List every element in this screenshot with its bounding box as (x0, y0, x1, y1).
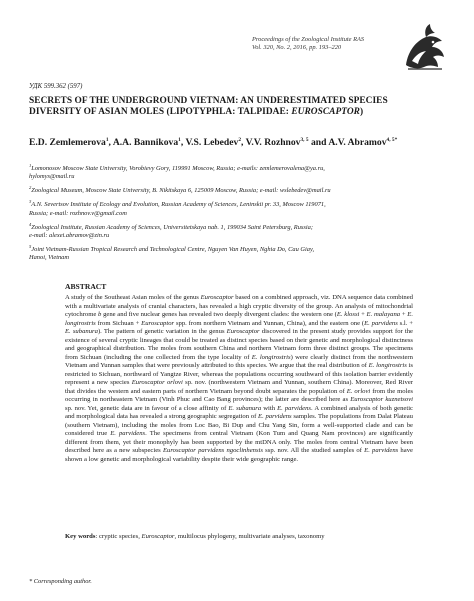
author-affiliation-mark: 4, 5* (386, 137, 398, 143)
abstract-taxon: E. parvidens (364, 447, 399, 454)
author-name: E.D. Zemlemerova (29, 137, 106, 148)
abstract-taxon: E. longirostris (368, 362, 407, 369)
author-name: V.S. Lebedev (185, 137, 239, 148)
affiliation-text: Zoological Museum, Moscow State University, B. Nikitskaya 6, 125009 Moscow, Russia; e-mail: wslebedev@mail.ru (31, 187, 331, 195)
abstract-taxon: E. parvidens (110, 430, 146, 437)
udc-code: УДК 599.362 (597) (29, 83, 83, 90)
keywords-label: Key words (65, 533, 96, 540)
abstract-taxon: Euroscaptor parvidens ngoclinhensis (162, 447, 263, 454)
author-name: A.V. Abramov (328, 137, 387, 148)
journal-volume: Vol. 320, No. 2, 2016, pp. 193–220 (252, 44, 342, 52)
affiliation-text: Lomonosov Moscow State University, Vorobievy Gory, 119991 Moscow, Russia; e-mails: zemlemerovalena@ya.ru, (31, 165, 325, 172)
abstract-taxon: E. parvidens (277, 404, 312, 412)
abstract-text: based on a combined approach, viz. DNA sequence data combined with a multivariate analysis of cranial characters, has revealed a high cryptic diversity of the group. An analysis of mitochondrial cytochrome (65, 294, 413, 318)
author-list: E.D. Zemlemerova$^1$, A.A. Bannikova$^1$, V.S. Lebedev$^2$, V.V. Rozhnov$^{3, 5}$ and A.V. Abramov$^{4, 5*}$ (29, 137, 398, 148)
abstract-text: from Sichuan + (95, 319, 142, 327)
abstract-text: is restricted to Sichuan, northward of Yangtze River, whereas the populations occurring southward of this isolation barrier evidently represent a new species (65, 362, 413, 386)
abstract-text: gene and five nuclear genes has revealed two deeply divergent clades: the western one ( (101, 311, 337, 318)
abstract-taxon: E. parvidens (258, 413, 292, 420)
affiliation-item (29, 165, 449, 182)
keywords-genus: Euroscaptor (141, 533, 175, 540)
abstract-text: ) were clearly distinct from the northwestern Vietnam and Yunnan samples that were previously attributed to this species. We argue that the real distribution of (65, 353, 413, 369)
affiliation-item (29, 187, 449, 195)
author-affiliation-mark: 1 (105, 137, 109, 143)
abstract-text: from the moles occurring in northeastern Vietnam (Vinh Phuc and Cao Bang provinces); the latter are described here as (65, 387, 413, 403)
abstract-taxon: E. parvidens (364, 319, 398, 327)
abstract-taxon: Euroscaptor (141, 319, 175, 327)
abstract-text: samples. The populations from Dalat Plateau (southern Vietnam), including the moles from Loc Bao, Bi Dup and Chu Yang Sin, form a well-supported clade and can be considered true (65, 413, 413, 437)
abstract-taxon: E. klossi (336, 311, 360, 318)
affiliation-text: Zoological Institute, Russian Academy of Sciences, Universitetskaya nab. 1, 199034 Saint Petersburg, Russia; (31, 223, 313, 231)
affiliation-text: hylomys@mail.ru (29, 173, 75, 181)
affiliation-item (29, 243, 449, 263)
abstract-text: ssp. nov. All the studied samples of (262, 447, 365, 454)
paper-title (29, 96, 449, 118)
abstract-text: + (359, 311, 367, 318)
author-affiliation-mark: 1 (178, 137, 181, 143)
affiliation-item (29, 221, 449, 241)
abstract-taxon: E. subanura (65, 328, 98, 335)
abstract-taxon: E. longirostris (65, 311, 413, 327)
abstract-taxon: Euroscaptor kuznetsovi (350, 396, 414, 403)
affiliation-text: Russia; e-mail: rozhnov.v@gmail.com (29, 209, 127, 217)
abstract-body (65, 294, 413, 464)
author-affiliation-mark: 2 (238, 137, 242, 143)
abstract-taxon: Euroscaptor (226, 328, 260, 335)
zoological-institute-emblem-icon (402, 21, 448, 73)
journal-info (252, 36, 402, 52)
emblem-graphic (402, 21, 448, 73)
affiliation-mark: 3 (29, 199, 32, 205)
author-name: V.V. Rozhnov (245, 137, 301, 148)
affiliation-text: A.N. Severtsov Institute of Ecology and Evolution, Russian Academy of Sciences, Leninskii pr. 33, Moscow 119071, (31, 201, 326, 209)
abstract-taxon: E. subanura (228, 404, 262, 412)
keywords (65, 533, 413, 542)
journal-title: Proceedings of the Zoological Institute RAS (252, 36, 365, 43)
affiliation-mark: 5 (29, 243, 32, 249)
title-line-1: SECRETS OF THE UNDERGROUND VIETNAM: AN UNDERESTIMATED SPECIES (29, 96, 388, 106)
affiliation-mark: 2 (29, 185, 32, 191)
author-affiliation-mark: 3, 5 (300, 137, 309, 143)
affiliation-text: e-mail: alexei.abramov@zin.ru (29, 231, 110, 239)
abstract-heading: ABSTRACT (65, 282, 107, 291)
abstract-text: have shown a low genetic and morphological variability despite their wide geographic range. (65, 447, 413, 463)
affiliation-item (29, 201, 449, 218)
abstract-text: + (400, 311, 408, 318)
affiliation-text: Hanoi, Vietnam (29, 254, 69, 262)
abstract-taxon: Euroscaptor orlovi (131, 379, 183, 386)
author-name: A.A. Bannikova (112, 137, 179, 148)
abstract-taxon: E. malayana (366, 311, 401, 318)
affiliation-text: Joint Vietnam-Russian Tropical Research and Technological Centre, Nguyen Van Huyen, Nghia Do, Cau Giay, (31, 245, 315, 253)
abstract-text: . A combined analysis of both genetic and morphological data has revealed a strong geographic segregation of (65, 404, 413, 420)
abstract-text: with (261, 404, 278, 412)
title-text: DIVERSITY OF ASIAN MOLES (LIPOTYPHLA: TALPIDAE: (29, 107, 292, 117)
abstract-text: s.l. + (397, 319, 413, 327)
abstract-text: spp. from northern Vietnam and Yunnan, China), and the eastern one ( (174, 319, 365, 327)
abstract-taxon: Euroscaptor (200, 294, 234, 301)
corresponding-author-note: * Corresponding author. (29, 578, 92, 585)
abstract-text: . The specimens from central Vietnam (Kon Tum and Quang Nam provinces) are significantly different from them, yet their monophyly has been supported by the mtDNA only. The moles from central Vietnam have been described here as a new subspecies (65, 430, 413, 454)
affiliation-list (29, 165, 449, 268)
abstract-text: A study of the Southeast Asian moles of the genus (65, 294, 201, 301)
abstract-taxon: b (98, 311, 102, 318)
affiliation-mark: 4 (29, 221, 32, 227)
affiliation-mark: 1 (29, 163, 32, 168)
keywords-text: : cryptic species, (95, 533, 142, 540)
keywords-text: , multilocus phylogeny, multivariate analyses, taxonomy (174, 533, 325, 540)
abstract-taxon: E. longirostris (251, 353, 291, 361)
title-close: ) (359, 107, 364, 117)
title-genus: EUROSCAPTOR (291, 107, 360, 117)
abstract-taxon: E. orlovi (346, 387, 371, 395)
abstract-text: sp. nov. (northwestern Vietnam and Yunnan, southern China). Moreover, Red River that divides the western and eastern parts of northern Vietnam beyond doubt separates the population of (65, 379, 413, 395)
abstract-text: ). The pattern of genetic variation in the genus (97, 328, 227, 335)
abstract-text: discovered in the present study provides support for the existence of several cryptic lineages that could be treated as distinct species based on their genetic and morphological distinctness and geographical distribution. The moles from southern China and northern Vietnam form three distinct groups. The specimens from Sichuan (including the one collected from the type locality of (65, 328, 414, 361)
title-line-2 (29, 107, 449, 118)
abstract-text: sp. nov. Yet, genetic data are in favour of a close affinity of (65, 404, 229, 412)
